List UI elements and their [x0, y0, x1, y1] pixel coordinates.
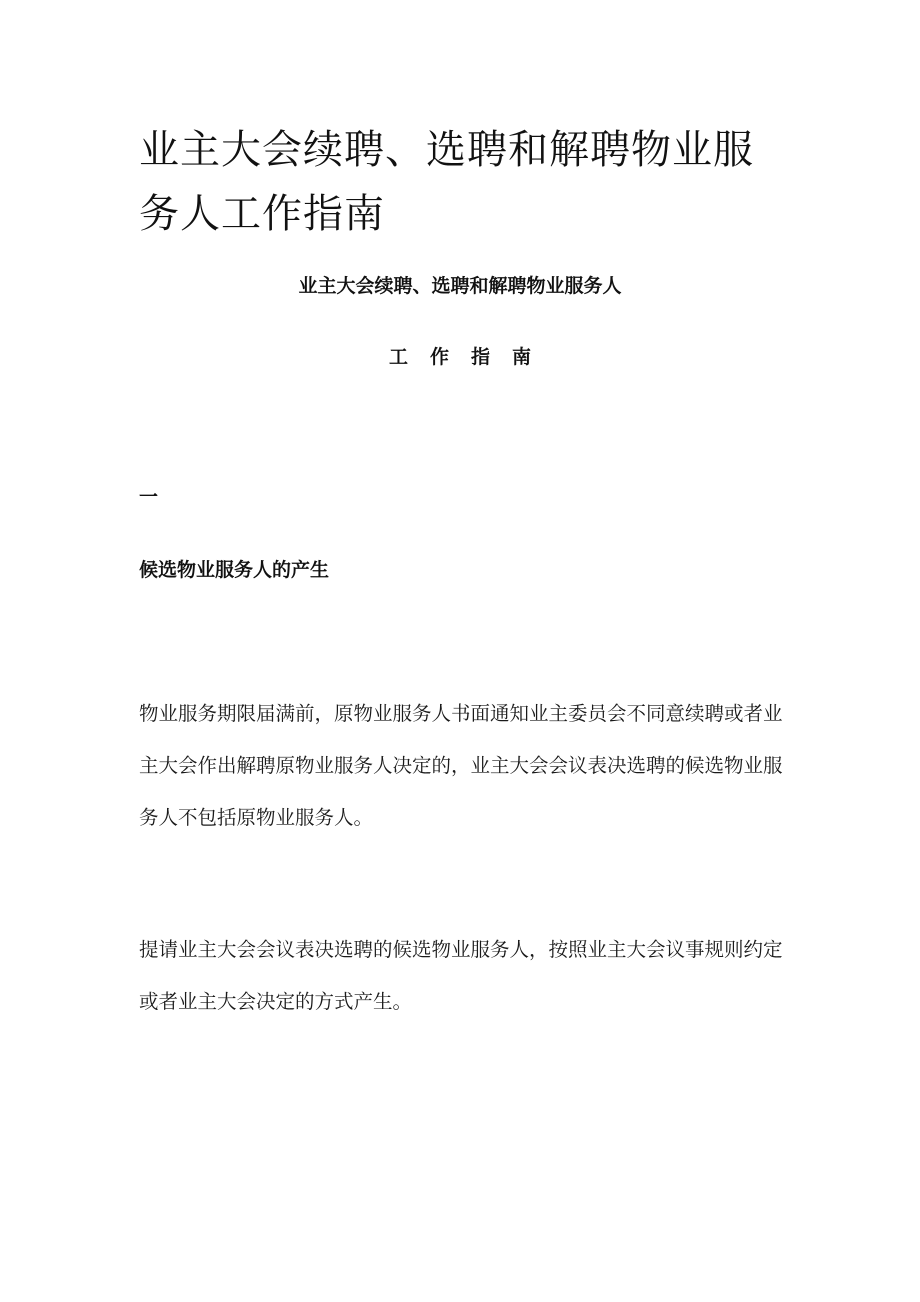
- document-subtitle-guide: 工作指南: [388, 346, 553, 368]
- document-subtitle: 业主大会续聘、选聘和解聘物业服务人: [298, 275, 622, 297]
- paragraph: 提请业主大会会议表决选聘的候选物业服务人，按照业主大会议事规则约定或者业主大会决定的方式产生。: [139, 938, 783, 1013]
- section-heading: 候选物业服务人的产生: [139, 559, 330, 581]
- section-number: 一: [139, 486, 159, 508]
- paragraph: 物业服务期限届满前，原物业服务人书面通知业主委员会不同意续聘或者业主大会作出解聘原物业服务人决定的，业主大会会议表决选聘的候选物业服务人不包括原物业服务人。: [139, 702, 783, 829]
- document-title: 业主大会续聘、选聘和解聘物业服务人工作指南: [139, 127, 754, 237]
